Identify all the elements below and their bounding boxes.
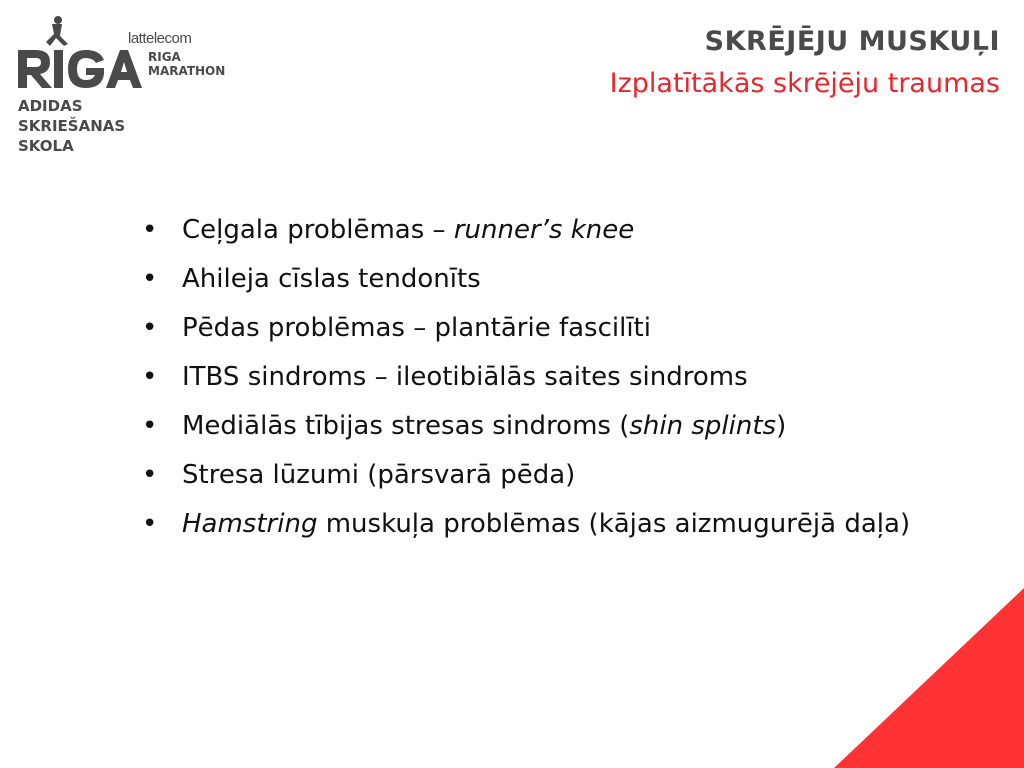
bullet-text: Pēdas problēmas – plantārie fascilīti (182, 313, 651, 343)
list-item (140, 214, 960, 247)
list-item (140, 263, 960, 296)
event-name-line1: RIGA (148, 50, 181, 64)
list-item (140, 459, 960, 492)
bullet-text: Ceļgala problēmas – (182, 215, 454, 245)
riga-logo-mark (16, 14, 144, 90)
red-corner-triangle (834, 588, 1024, 768)
list-item (140, 508, 960, 541)
sponsor-text: lattelecom (128, 30, 192, 47)
slide-subtitle: Izplatītākās skrējēju traumas (609, 68, 1000, 99)
school-name (18, 96, 125, 156)
list-item (140, 312, 960, 345)
bullet-emphasis: shin splints (629, 411, 777, 441)
injury-list (140, 214, 960, 557)
bullet-text: Ahileja cīslas tendonīts (182, 264, 481, 294)
event-name-line2: MARATHON (148, 64, 226, 78)
school-name-line3: SKOLA (18, 137, 74, 155)
school-name-line1: ADIDAS (18, 97, 83, 115)
school-name-line2: SKRIEŠANAS (18, 117, 126, 135)
bullet-text-tail: ) (776, 411, 787, 441)
bullet-emphasis: Hamstring (182, 509, 318, 539)
list-item (140, 361, 960, 394)
bullet-text-tail: muskuļa problēmas (kājas aizmugurējā daļa) (317, 509, 911, 539)
slide-title: SKRĒJĒJU MUSKUĻI (704, 26, 1000, 57)
bullet-text: Stresa lūzumi (pārsvarā pēda) (182, 460, 576, 490)
bullet-emphasis: runner’s knee (453, 215, 635, 245)
bullet-text: ITBS sindroms – ileotibiālās saites sindroms (182, 362, 748, 392)
bullet-text: Mediālās tībijas stresas sindroms ( (182, 411, 630, 441)
list-item (140, 410, 960, 443)
event-name (148, 50, 225, 78)
